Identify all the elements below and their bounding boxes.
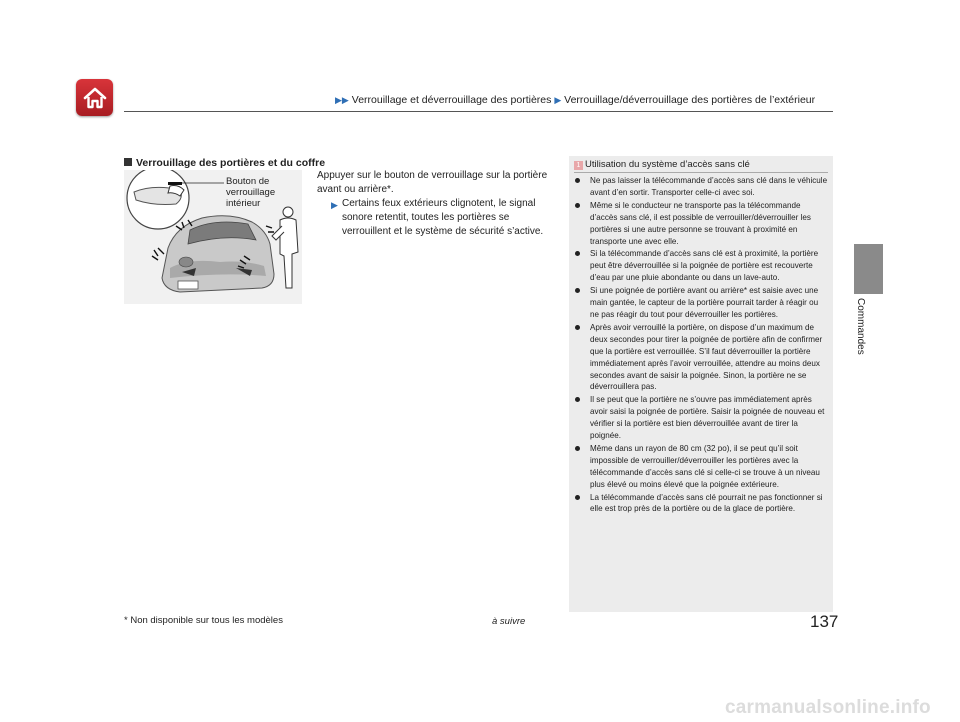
instruction-text: Appuyer sur le bouton de verrouillage sur la portière avant ou arrière*. [317,170,548,195]
home-icon [82,86,108,110]
home-button[interactable] [76,79,113,116]
car-lock-illustration [124,170,302,304]
chapter-label: Commandes [855,298,866,355]
note-item: La télécommande d’accès sans clé pourrait ne pas fonctionner si elle est trop près de la portière ou de la glace de portière. [574,492,828,516]
note-list [574,175,828,516]
note-item: Après avoir verrouillé la portière, on dispose d’un maximum de deux secondes pour tirer la poignée de portière afin de confirmer que la portière est verrouillée. S’il faut déverrouiller la portière immédiatement après l’avoir verrouillée, attendre au moins deux secondes avant de saisir la poignée. Sinon, la portière ne se déverrouillera pas. [574,322,828,393]
arrow-icon: ▶ [554,95,562,105]
note-item: Même dans un rayon de 80 cm (32 po), il se peut qu’il soit impossible de verrouiller/déverrouiller les portières avec la télécommande d’accès sans clé si celle-ci se trouve à un niveau plus élevé ou moins élevé que la poignée extérieure. [574,443,828,491]
breadcrumb [335,94,815,106]
note-title: 1 Utilisation du système d’accès sans clé [574,159,750,170]
chapter-tab[interactable] [854,244,883,294]
square-bullet-icon [124,158,132,166]
note-item: Si la télécommande d’accès sans clé est à proximité, la portière peut être déverrouillée si la poignée de portière est recouverte d’eau par une pluie abondante ou dans un lave-auto. [574,248,828,284]
note-rule [574,172,828,173]
breadcrumb-link-1[interactable]: Verrouillage et déverrouillage des portières [351,94,552,106]
figure-callout: Bouton de verrouillage intérieur [226,176,276,209]
arrow-icon: ▶ [331,200,338,210]
note-number-badge: 1 [574,161,583,170]
note-item: Il se peut que la portière ne s’ouvre pas immédiatement après avoir saisi la poignée de portière. Saisir la poignée de nouveau et vérifier si la portière est bien déverrouillée avant de tirer la poignée. [574,394,828,442]
note-item: Ne pas laisser la télécommande d’accès sans clé dans le véhicule avant d’en sortir. Transporter celle-ci avec soi. [574,175,828,199]
breadcrumb-link-2[interactable]: Verrouillage/déverrouillage des portières de l’extérieur [564,94,816,106]
double-arrow-icon: ▶▶ [335,95,349,105]
note-item: Même si le conducteur ne transporte pas la télécommande d’accès sans clé, il est possible de verrouiller/déverrouiller les portières si une autre personne se trouvant à proximité en transporte une avec elle. [574,200,828,248]
continued-link[interactable]: à suivre [492,616,526,627]
watermark: carmanualsonline.info [725,697,931,718]
section-title: Verrouillage des portières et du coffre [124,157,325,169]
note-item: Si une poignée de portière avant ou arrière* est saisie avec une main gantée, le capteur de la portière pourrait tarder à réagir ou ne pas réagir du tout pour déverrouiller les portières. [574,285,828,321]
footnote: * Non disponible sur tous les modèles [124,615,283,626]
instruction-result: ▶ Certains feux extérieurs clignotent, le signal sonore retentit, toutes les portières se verrouillent et le système de sécurité s’active. [331,198,544,237]
page-number: 137 [810,612,839,631]
header-rule [124,111,833,112]
